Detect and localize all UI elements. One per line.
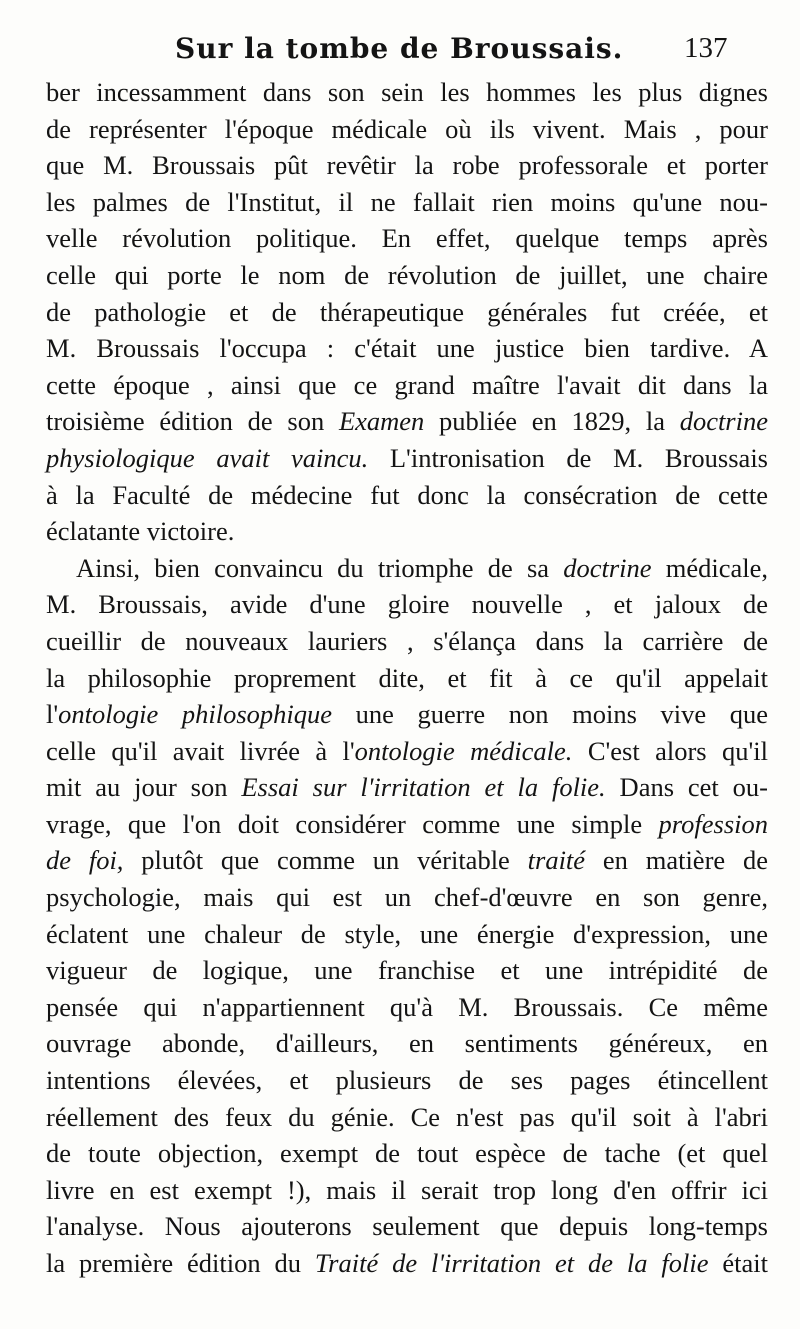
text-line: de pathologie et de thérapeutique générales fut créée, et	[46, 296, 768, 327]
text-line: livre en est exempt !), mais il serait trop long d'en offrir ici	[46, 1174, 768, 1205]
page-number: 137	[684, 32, 728, 64]
text-line: intentions élevées, et plusieurs de ses pages étincellent	[46, 1065, 768, 1096]
text-line: éclatent une chaleur de style, une énergie d'expression, une	[46, 918, 768, 949]
text-line: Ainsi, bien convaincu du triomphe de sa doctrine médicale,	[76, 552, 768, 583]
running-title: Sur la tombe de Broussais.	[175, 32, 624, 65]
text-line: la philosophie proprement dite, et fit à ce qu'il appelait	[46, 662, 768, 693]
text-line: vrage, que l'on doit considérer comme une simple profession	[46, 808, 768, 839]
text-line: de représenter l'époque médicale où ils vivent. Mais , pour	[46, 113, 768, 144]
body-text	[46, 74, 768, 1282]
text-line: cette époque , ainsi que ce grand maître l'avait dit dans la	[46, 369, 768, 400]
text-line: cueillir de nouveaux lauriers , s'élança dans la carrière de	[46, 625, 768, 656]
text-line: éclatante victoire.	[46, 516, 235, 547]
text-line: que M. Broussais pût revêtir la robe professorale et porter	[46, 150, 768, 181]
text-line: ber incessamment dans son sein les hommes les plus dignes	[46, 77, 768, 107]
text-line: ouvrage abonde, d'ailleurs, en sentiments généreux, en	[46, 1028, 768, 1059]
text-line: pensée qui n'appartiennent qu'à M. Broussais. Ce même	[46, 991, 768, 1022]
text-line: l'analyse. Nous ajouterons seulement que depuis long-temps	[46, 1211, 768, 1242]
page-header	[0, 28, 800, 72]
text-line: réellement des feux du génie. Ce n'est pas qu'il soit à l'abri	[46, 1101, 768, 1132]
text-line: M. Broussais, avide d'une gloire nouvelle , et jaloux de	[46, 589, 768, 620]
text-line: de foi, plutôt que comme un véritable traité en matière de	[46, 845, 768, 876]
text-line: à la Faculté de médecine fut donc la consécration de cette	[46, 479, 768, 510]
text-line: velle révolution politique. En effet, quelque temps après	[46, 223, 768, 254]
text-line: les palmes de l'Institut, il ne fallait rien moins qu'une nou-	[46, 186, 768, 217]
text-line: M. Broussais l'occupa : c'était une justice bien tardive. A	[46, 333, 768, 364]
text-line: vigueur de logique, une franchise et une intrépidité de	[46, 955, 768, 986]
text-line: l'ontologie philosophique une guerre non moins vive que	[46, 699, 768, 730]
text-line: de toute objection, exempt de tout espèce de tache (et quel	[46, 1138, 768, 1169]
text-line: physiologique avait vaincu. L'intronisation de M. Broussais	[46, 442, 768, 473]
text-line: celle qu'il avait livrée à l'ontologie médicale. C'est alors qu'il	[46, 735, 768, 766]
text-line: mit au jour son Essai sur l'irritation et la folie. Dans cet ou-	[46, 772, 768, 803]
text-line: troisième édition de son Examen publiée en 1829, la doctrine	[46, 406, 768, 437]
text-line: celle qui porte le nom de révolution de juillet, une chaire	[46, 259, 768, 290]
text-line: psychologie, mais qui est un chef-d'œuvre en son genre,	[46, 882, 768, 913]
text-line: la première édition du Traité de l'irritation et de la folie était	[46, 1248, 768, 1278]
